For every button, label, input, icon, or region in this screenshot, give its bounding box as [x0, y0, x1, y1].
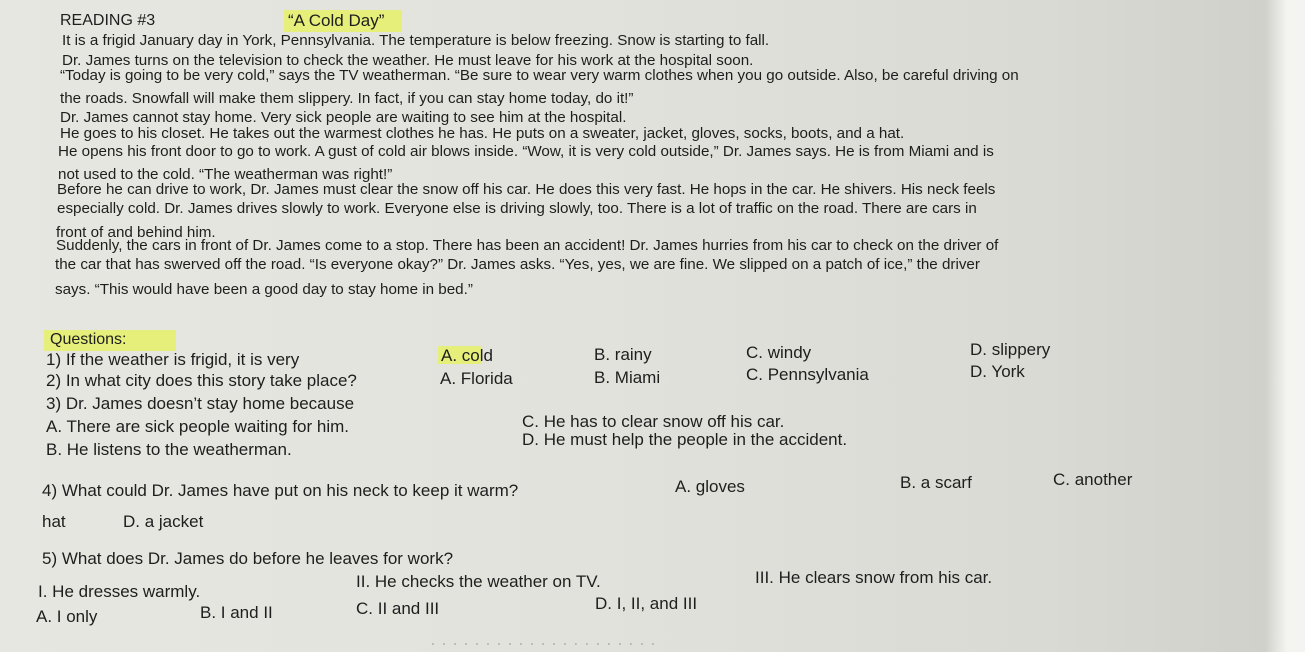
q4-option-d[interactable]: D. a jacket [123, 512, 204, 531]
q2-option-d[interactable]: D. York [970, 362, 1025, 381]
q2-option-a[interactable]: A. Florida [440, 369, 513, 388]
q1-option-a[interactable]: A. cold [441, 346, 493, 365]
question-5-text: 5) What does Dr. James do before he leaves for work? [42, 549, 454, 568]
q4-option-c-continued: hat [42, 512, 66, 531]
passage-line: Dr. James turns on the television to check the weather. He must leave for his work at the hospital soon. [62, 52, 754, 69]
reading-number: READING #3 [60, 12, 156, 29]
questions-heading: Questions: [50, 331, 127, 348]
question-1-text: 1) If the weather is frigid, it is very [46, 350, 300, 369]
passage-line: front of and behind him. [56, 224, 216, 241]
passage-line: says. “This would have been a good day to stay home in bed.” [55, 281, 473, 298]
passage-line: Before he can drive to work, Dr. James must clear the snow off his car. He does this very fast. He hops in the car. He shivers. His neck feels [57, 181, 996, 198]
q2-option-c[interactable]: C. Pennsylvania [746, 365, 869, 384]
q4-option-b[interactable]: B. a scarf [900, 473, 972, 492]
passage-line: especially cold. Dr. James drives slowly to work. Everyone else is driving slowly, too. There is a lot of traffic on the road. There are cars in [57, 200, 977, 217]
q1-option-c[interactable]: C. windy [746, 343, 812, 362]
q5-option-c[interactable]: C. II and III [356, 599, 440, 618]
q3-option-d[interactable]: D. He must help the people in the accident. [522, 430, 848, 449]
question-4-text: 4) What could Dr. James have put on his neck to keep it warm? [42, 481, 519, 500]
q2-option-b[interactable]: B. Miami [594, 368, 661, 387]
page-edge [1265, 0, 1305, 652]
question-3-text: 3) Dr. James doesn’t stay home because [46, 394, 355, 413]
passage-line: He goes to his closet. He takes out the warmest clothes he has. He puts on a sweater, jacket, gloves, socks, boots, and a hat. [60, 125, 905, 142]
q1-option-d[interactable]: D. slippery [970, 340, 1051, 359]
story-title: “A Cold Day” [288, 11, 385, 30]
passage-line: Suddenly, the cars in front of Dr. James come to a stop. There has been an accident! Dr. James hurries from his car to check on the driver of [56, 237, 999, 254]
q4-option-a[interactable]: A. gloves [675, 477, 745, 496]
q5-option-a[interactable]: A. I only [36, 607, 98, 626]
bleed-through-text: · · · · · · · · · · · · · · · · · · · · · [430, 634, 656, 652]
q1-option-b[interactable]: B. rainy [594, 345, 652, 364]
q3-option-c[interactable]: C. He has to clear snow off his car. [522, 412, 785, 431]
question-2-text: 2) In what city does this story take place? [46, 371, 357, 390]
q5-option-b[interactable]: B. I and II [200, 603, 273, 622]
passage-line: the car that has swerved off the road. “Is everyone okay?” Dr. James asks. “Yes, yes, we are fine. We slipped on a patch of ice,” the driver [55, 256, 980, 273]
passage-line: Dr. James cannot stay home. Very sick people are waiting to see him at the hospital. [60, 109, 627, 126]
passage-line: not used to the cold. “The weatherman was right!” [58, 166, 393, 183]
q5-statement-2: II. He checks the weather on TV. [356, 572, 601, 591]
q4-option-c[interactable]: C. another [1053, 470, 1133, 489]
passage-line: He opens his front door to go to work. A gust of cold air blows inside. “Wow, it is very cold outside,” Dr. James says. He is from Miami and is [58, 143, 994, 160]
q5-option-d[interactable]: D. I, II, and III [595, 594, 698, 613]
q3-option-a[interactable]: A. There are sick people waiting for him. [46, 417, 349, 436]
passage-line: the roads. Snowfall will make them slippery. In fact, if you can stay home today, do it!” [60, 90, 634, 107]
q5-statement-3: III. He clears snow from his car. [755, 568, 993, 587]
q3-option-b[interactable]: B. He listens to the weatherman. [46, 440, 292, 459]
passage-line: It is a frigid January day in York, Pennsylvania. The temperature is below freezing. Snow is starting to fall. [62, 32, 770, 49]
q5-statement-1: I. He dresses warmly. [38, 582, 201, 601]
passage-line: “Today is going to be very cold,” says the TV weatherman. “Be sure to wear very warm clothes when you go outside. Also, be careful driving on [60, 67, 1019, 84]
